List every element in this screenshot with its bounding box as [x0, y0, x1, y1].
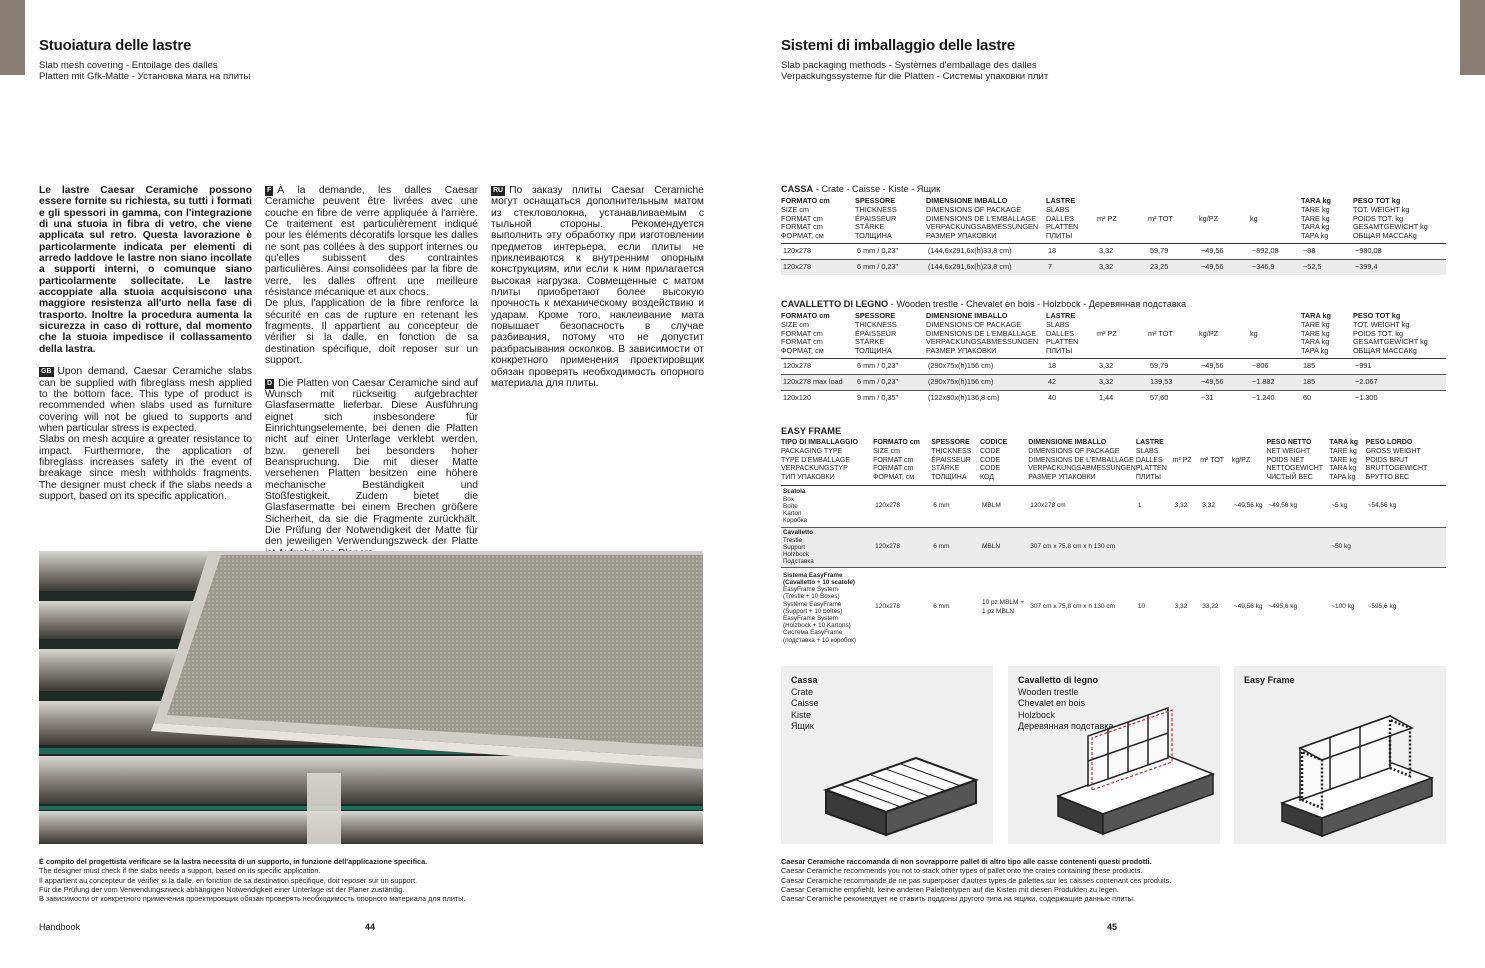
right-page-title: Sistemi di imballaggio delle lastre	[781, 37, 1015, 54]
mesh-slab-photo	[39, 551, 703, 844]
packaging-type: Scatola	[783, 488, 806, 496]
easy-frame-table	[781, 439, 1446, 647]
gb-paragraph: GB Upon demand, Caesar Ceramiche slabs can be supplied with fibreglass mesh applied to the bottom face. This type of product is recommended when slabs used as furniture covering will not be glued to supports and when particular stress is expected.	[39, 366, 252, 434]
col-spessore: SPESSORE THICKNESS ÉPAISSEUR STÄRKE ТОЛЩИНА	[855, 197, 926, 243]
table-cell: 6 mm	[931, 527, 980, 567]
table-cell: ~991	[1353, 358, 1446, 374]
table-cell	[1200, 527, 1232, 567]
packaging-type-cell	[781, 567, 873, 647]
col-m2tot: m² TOT	[1148, 312, 1199, 358]
table-cell: 120x278	[873, 567, 931, 647]
table-cell: ~1.882	[1250, 374, 1301, 390]
table-cell: 40	[1046, 390, 1097, 406]
table-cell: ~31	[1199, 390, 1250, 406]
text-column-f-d	[265, 185, 478, 559]
table-cell: ~980,08	[1353, 243, 1446, 259]
col-m2tot: m² TOT	[1200, 439, 1232, 485]
page-tab-left	[0, 0, 25, 75]
page-tab-right	[1460, 0, 1485, 75]
table-cell: MBLM	[980, 485, 1028, 527]
table-cell: 6 mm / 0,23"	[855, 374, 926, 390]
page-number-left: 44	[365, 922, 376, 932]
table-cell: 307 cm x 75,8 cm x h 130 cm	[1028, 567, 1136, 647]
table-cell: 1	[1136, 485, 1173, 527]
table-row	[781, 527, 1446, 567]
cavalletto-table-title: CAVALLETTO DI LEGNO - Wooden trestle - Chevalet en bois - Holzbock - Деревянная подставка	[781, 299, 1187, 309]
packaging-type-translations: EasyFrame System (Trestle + 10 Boxes) Système EasyFrame (Support + 10 boîtes) EasyFrame System (Holzbock + 10 Kartons) Система EasyFrame (подставка + 10 коробок)	[783, 586, 856, 644]
table-cell: ~49,56 kg	[1232, 567, 1267, 647]
packaging-type-translations: Trestle Support Holzbock Подставка	[783, 536, 814, 566]
gb-paragraph-2: Slabs on mesh acquire a greater resistance to impact. Furthermore, the application of fibreglass increases safety in the event of breakage since mesh withholds fragments. The designer must check if the slabs needs a support, based on its specific application.	[39, 434, 252, 502]
ru-flag: RU	[493, 187, 504, 194]
col-m2tot: m² TOT	[1148, 197, 1199, 243]
table-cell: ~1.240	[1250, 390, 1301, 406]
col-lastre: LASTRE SLABS DALLES PLATTEN ПЛИТЫ	[1046, 312, 1097, 358]
f-paragraph-2: De plus, l'application de la fibre renforce la sécurité en cas de rupture en retenant les fragments. Il appartient au concepteur de vérifier si la dalle, en fonction de sa destination spécifique, doit reposer sur un support.	[265, 298, 478, 367]
cassa-header-row	[781, 197, 1446, 243]
table-row	[781, 485, 1446, 527]
table-cell: 120x278	[781, 243, 855, 259]
table-cell: MBLN	[980, 527, 1028, 567]
table-cell: ~49,56	[1199, 243, 1250, 259]
table-cell: 6 mm / 0,23"	[855, 243, 926, 259]
right-subtitle-2: Verpackungssysteme für die Platten - Системы упаковки плит	[781, 71, 1049, 82]
col-tara: TARA kg TARE kg TARE kg TARA kg TAPA kg	[1329, 439, 1365, 485]
table-cell: ~49,56 kg	[1266, 485, 1329, 527]
col-lastre: LASTRE SLABS DALLES PLATTEN ПЛИТЫ	[1046, 197, 1097, 243]
table-cell: 120x278	[781, 358, 855, 374]
table-cell: 139,53	[1148, 374, 1199, 390]
table-cell: 1,44	[1097, 390, 1148, 406]
table-cell: (144,6x291,6x(h)23,8 cm)	[926, 259, 1046, 275]
table-row	[781, 567, 1446, 647]
table-cell: 6 mm	[931, 485, 980, 527]
table-cell: ~54,56 kg	[1366, 485, 1446, 527]
col-tara: TARA kg TARE kg TARE kg TARA kg TAPA kg	[1301, 197, 1353, 243]
table-cell: 120x278	[873, 527, 931, 567]
table-cell: ~399,4	[1353, 259, 1446, 275]
table-cell	[1232, 527, 1267, 567]
cavalletto-label-line: Holzbock	[1018, 709, 1056, 720]
table-cell	[1173, 527, 1201, 567]
table-cell: 23,25	[1148, 259, 1199, 275]
table-cell: 120x278	[781, 259, 855, 275]
table-cell: 57,60	[1148, 390, 1199, 406]
table-cell: 3,32	[1097, 358, 1148, 374]
table-cell: ~49,56	[1199, 374, 1250, 390]
table-cell: 185	[1301, 358, 1353, 374]
table-cell: 10 pz MBLM + 1 pz MBLN	[980, 567, 1028, 647]
col-formato: FORMATO cm SIZE cm FORMAT cm FORMAT cm ФОРМАТ, см	[781, 197, 855, 243]
easy-frame-label	[1244, 675, 1295, 687]
table-cell: 307 cm x 75,8 cm x h 130 cm	[1028, 527, 1136, 567]
table-cell: (144,6x291,6x(h)33,8 cm)	[926, 243, 1046, 259]
table-cell: 6 mm	[931, 567, 980, 647]
col-tara: TARA kg TARE kg TARE kg TARA kg TAPA kg	[1301, 312, 1353, 358]
table-cell: 18	[1046, 243, 1097, 259]
cavalletto-label-line: Деревянная подставка	[1018, 721, 1114, 731]
cassa-label	[791, 675, 819, 733]
table-cell: 120x278	[873, 485, 931, 527]
col-codice: CODICE CODE CODE CODE КОД	[980, 439, 1028, 485]
table-cell: ~892,08	[1250, 243, 1301, 259]
cassa-illustration-panel	[781, 666, 993, 844]
table-cell: 3,32	[1173, 485, 1201, 527]
table-cell: 42	[1046, 374, 1097, 390]
table-cell: 6 mm / 0,23"	[855, 358, 926, 374]
table-row	[781, 243, 1446, 259]
cassa-label-line: Caisse	[791, 698, 819, 708]
table-cell: 3,32	[1200, 485, 1232, 527]
right-subtitle-1: Slab packaging methods - Systèmes d'emballage des dalles	[781, 60, 1037, 71]
table-cell: 3,32	[1097, 374, 1148, 390]
right-footnote-de: Caesar Ceramiche empfiehlt, keine anderen Palettentypen auf die Kisten mit diesen Produkten zu legen.	[781, 884, 1119, 894]
col-dimensione: DIMENSIONE IMBALLO DIMENSIONS OF PACKAGE DIMENSIONS DE L'EMBALLAGE VERPACKUNGSABMESSUNGEN РАЗМЕР УПАКОВКИ	[1028, 439, 1136, 485]
col-m2pz: m² PZ	[1097, 312, 1148, 358]
table-cell: 7	[1046, 259, 1097, 275]
page-number-right: 45	[1107, 922, 1118, 932]
right-footnote-fr: Caesar Ceramiche recommande de ne pas superposer d'autres types de palettes sur les caisses contenant ces produits.	[781, 875, 1172, 885]
col-kgpz: kg/PZ	[1199, 312, 1250, 358]
cassa-table	[781, 197, 1446, 275]
col-m2pz: m² PZ	[1097, 197, 1148, 243]
table-cell: ~88	[1301, 243, 1353, 259]
left-subtitle-2: Platten mit Gfk-Matte - Установка мата на плиты	[39, 71, 251, 82]
left-footnote-en: The designer must check if the slabs needs a support, based on its specific application.	[39, 866, 321, 876]
table-cell	[1266, 527, 1329, 567]
table-cell: 60	[1301, 390, 1353, 406]
table-cell: 120x120	[781, 390, 855, 406]
table-cell: (290x75x(h)156 cm)	[926, 374, 1046, 390]
table-row	[781, 358, 1446, 374]
table-cell: 3,32	[1097, 259, 1148, 275]
col-dimensione: DIMENSIONE IMBALLO DIMENSIONS OF PACKAGE DIMENSIONS DE L'EMBALLAGE VERPACKUNGSABMESSUNGEN РАЗМЕР УПАКОВКИ	[926, 197, 1046, 243]
easy-frame-header-row	[781, 439, 1446, 485]
col-peso: PESO TOT kg TOT. WEIGHT kg POIDS TOT. kg GESAMTGEWICHT kg ОБЩАЯ МАССАКg	[1353, 312, 1446, 358]
col-dimensione: DIMENSIONE IMBALLO DIMENSIONS OF PACKAGE DIMENSIONS DE L'EMBALLAGE VERPACKUNGSABMESSUNGEN РАЗМЕР УПАКОВКИ	[926, 312, 1046, 358]
cassa-label-line: Kiste	[791, 709, 812, 720]
table-cell: 120x278 cm	[1028, 485, 1136, 527]
table-cell: 6 mm / 0,23"	[855, 259, 926, 275]
table-cell: 10	[1136, 567, 1173, 647]
left-page-title: Stuoiatura delle lastre	[39, 37, 192, 54]
left-subtitle-1: Slab mesh covering - Entoilage des dalles	[39, 60, 218, 71]
handbook-label: Handbook	[39, 922, 81, 932]
col-lordo: PESO LORDO GROSS WEIGHT POIDS BRUT BRUTTOGEWICHT БРУТТО ВЕС	[1366, 439, 1446, 485]
easy-frame-illustration-panel	[1234, 666, 1446, 844]
table-cell: 18	[1046, 358, 1097, 374]
right-footnote-ru: Caesar Ceramiche рекомендует не ставить поддоны другого типа на ящики, содержащие данные плиты.	[781, 894, 1136, 904]
packaging-type: Sistema EasyFrame (Cavalletto + 10 scatole)	[783, 571, 855, 586]
ru-paragraph: RU По заказу плиты Caesar Ceramiche могут оснащаться дополнительным матом из стекловолокна, устанавливаемым с тыльной стороны. Рекомендуется выполнить эту обработку при изготовлении предметов интерьера, если плиты не приклеиваются к внутренним опорным конструкциям, или если к ним прилагается высокая нагрузка. Совмещенные с матом плиты приобретают более высокую прочность к механическому воздействию и ударам. Кроме того, наклеивание мата повышает безопасность в случае разбивания, потому что не допустит разбрасывания осколков. В зависимости от конкретного применения проектировщик обязан проверять необходимость опорного материала для плиты.	[491, 185, 704, 389]
cassa-table-title: CASSA - Crate - Caisse - Kiste - Ящик	[781, 184, 941, 194]
col-tipo: TIPO DI IMBALLAGGIO PACKAGING TYPE TYPE D'EMBALLAGE VERPACKUNGSTYP ТИП УПАКОВКИ	[781, 439, 873, 485]
table-cell: ~495,6 kg	[1266, 567, 1329, 647]
d-paragraph: D Die Platten von Caesar Ceramiche sind auf Wunsch mit rückseitig aufgebrachter Glasfasermatte lieferbar. Diese Ausführung eignet sich insbesondere für Einrichtungselemente, bei denen die Platten nicht auf einer Unterlage verklebt werden, bzw. generell bei besonders hoher Beanspruchung. Die mit dieser Matte versehenen Platten besitzen eine höhere mechanische Beständigkeit und Stoßfestigkeit. Zudem bietet die Glasfasermatte bei einem Brechen größere Sicherheit, da sie die Fragmente zurückhält. Die Prüfung der Notwendigkeit der Matte für den jeweiligen Verwendungszweck der Platte	[265, 377, 478, 548]
col-formato: FORMATO cm SIZE cm FORMAT cm FORMAT cm ФОРМАТ, см	[873, 439, 931, 485]
table-row	[781, 374, 1446, 390]
left-footnote-it: È compito del progettista verificare se la lastra necessita di un supporto, in funzione dell'applicazione specifica.	[39, 857, 428, 866]
table-cell: 9 mm / 0,35"	[855, 390, 926, 406]
table-cell: ~5 kg	[1329, 485, 1365, 527]
f-paragraph: F À la demande, les dalles Caesar Ceramiche peuvent être livrées avec une couche en fibre de verre appliquée à l'arrière. Ce traitement est particulièrement indiqué pour les éléments décoratifs lorsque les dalles ne sont pas collées à des support internes ou qu'elles subissent des contraintes particulières. Ainsi consolidées par la fibre de verre, les dalles offrent une meilleure résistance mécanique et aux chocs.	[265, 185, 478, 299]
table-cell: ~595,6 kg	[1366, 567, 1446, 647]
cavalletto-table	[781, 312, 1446, 406]
table-cell: 33,22	[1200, 567, 1232, 647]
easy-frame-label-title: Easy Frame	[1244, 675, 1295, 685]
table-cell: 59,79	[1148, 243, 1199, 259]
table-cell: ~2.067	[1353, 374, 1446, 390]
right-footnote-en: Caesar Ceramiche recommends you not to stack other types of pallet onto the crates containing these products.	[781, 866, 1143, 876]
table-cell: 59,79	[1148, 358, 1199, 374]
col-kgpz: kg/PZ	[1199, 197, 1250, 243]
table-cell: ~806	[1250, 358, 1301, 374]
cavalletto-illustration-panel	[1008, 666, 1220, 844]
f-flag: F	[267, 187, 272, 194]
gb-flag: GB	[41, 368, 52, 376]
cavalletto-label-title: Cavalletto di legno	[1018, 675, 1099, 685]
table-cell: ~49,56	[1199, 358, 1250, 374]
table-cell: 3,32	[1173, 567, 1201, 647]
table-cell	[1366, 527, 1446, 567]
table-row	[781, 259, 1446, 275]
table-cell: ~1.300	[1353, 390, 1446, 406]
table-cell: ~100 kg	[1329, 567, 1365, 647]
col-peso: PESO TOT kg TOT. WEIGHT kg POIDS TOT. kg GESAMTGEWICHT kg ОБЩАЯ МАССАКg	[1353, 197, 1446, 243]
crate-icon	[821, 750, 981, 840]
d-flag: D	[267, 379, 273, 387]
col-kgpz: kg/PZ	[1232, 439, 1267, 485]
table-cell: ~49,56 kg	[1232, 485, 1267, 527]
text-column-ru	[491, 185, 704, 389]
left-footnote-fr: Il appartient au concepteur de vérifier si la dalle, en fonction de sa destination spécifique, doit reposer sur un support.	[39, 875, 418, 885]
left-footnote-ru: В зависимости от конкретного применения проектировщик обязан проверять необходимость опорного материала для плиты.	[39, 894, 466, 904]
table-cell: (290x75x(h)156 cm)	[926, 358, 1046, 374]
text-column-it-gb	[39, 185, 252, 502]
col-spessore: SPESSORE THICKNESS ÉPAISSEUR STÄRKE ТОЛЩИНА	[855, 312, 926, 358]
table-cell: ~49,56	[1199, 259, 1250, 275]
easy-frame-icon	[1272, 708, 1442, 841]
col-kg: kg	[1250, 197, 1301, 243]
col-spessore: SPESSORE THICKNESS ÉPAISSEUR STÄRKE ТОЛЩИНА	[931, 439, 980, 485]
left-footnote-de: Für die Prüfung der vom Verwendungszweck abhängigen Notwendigkeit einer Unterlage ist der Planer zuständig.	[39, 884, 405, 894]
rollers-slab-illustration	[39, 551, 703, 844]
packaging-type: Cavalletto	[783, 529, 814, 537]
col-netto: PESO NETTO NET WEIGHT POIDS NET NETTOGEWICHT ЧИСТЫЙ ВЕС	[1266, 439, 1329, 485]
col-formato: FORMATO cm SIZE cm FORMAT cm FORMAT cm ФОРМАТ, см	[781, 312, 855, 358]
wooden-trestle-icon	[1048, 706, 1218, 841]
table-cell	[1136, 527, 1173, 567]
table-cell: 185	[1301, 374, 1353, 390]
right-footnote	[781, 857, 1171, 903]
table-cell: ~52,5	[1301, 259, 1353, 275]
packaging-type-cell	[781, 485, 873, 527]
table-cell: (122x80x(h)136,8 cm)	[926, 390, 1046, 406]
cassa-label-title: Cassa	[791, 675, 818, 685]
left-footnote	[39, 857, 466, 903]
cavalletto-header-row	[781, 312, 1446, 358]
cavalletto-label-line: Chevalet en bois	[1018, 698, 1086, 708]
col-kg: kg	[1250, 312, 1301, 358]
it-paragraph: Le lastre Caesar Ceramiche possono essere fornite su richiesta, su tutti i formati e gli spessori in gamma, con l'integrazione di una stuoia in fibra di vetro, che viene applicata sul retro. Questa lavorazione è particolarmente indicata per elementi di arredo laddove le lastre non siano incollate a supporti interni, o comunque siano particolarmente sollecitate. Le lastre accoppiate alla stuoia acquisiscono una maggiore resistenza all'urto nella fase di trasporto. Inoltre la procedura aumenta la sicurezza in caso di rotture, dal momento che la stuoia impedisce il collassamento della lastra.	[39, 185, 252, 355]
table-cell: ~346,9	[1250, 259, 1301, 275]
packaging-type-translations: Box Boîte Karton Коробка	[783, 495, 808, 525]
table-row	[781, 390, 1446, 406]
right-footnote-it: Caesar Ceramiche raccomanda di non sovrapporre pallet di altro tipo alle casse contenenti questi prodotti.	[781, 857, 1152, 866]
col-lastre: LASTRE SLABS DALLES PLATTEN ПЛИТЫ	[1136, 439, 1173, 485]
table-cell: 3,32	[1097, 243, 1148, 259]
table-cell: ~50 kg	[1329, 527, 1365, 567]
cavalletto-label-line: Wooden trestle	[1018, 686, 1079, 697]
cassa-label-line: Crate	[791, 686, 814, 697]
easy-frame-table-title: EASY FRAME	[781, 426, 842, 436]
cassa-label-line: Ящик	[791, 721, 814, 731]
packaging-type-cell	[781, 527, 873, 567]
col-m2pz: m² PZ	[1173, 439, 1201, 485]
table-cell: 120x278 max load	[781, 374, 855, 390]
